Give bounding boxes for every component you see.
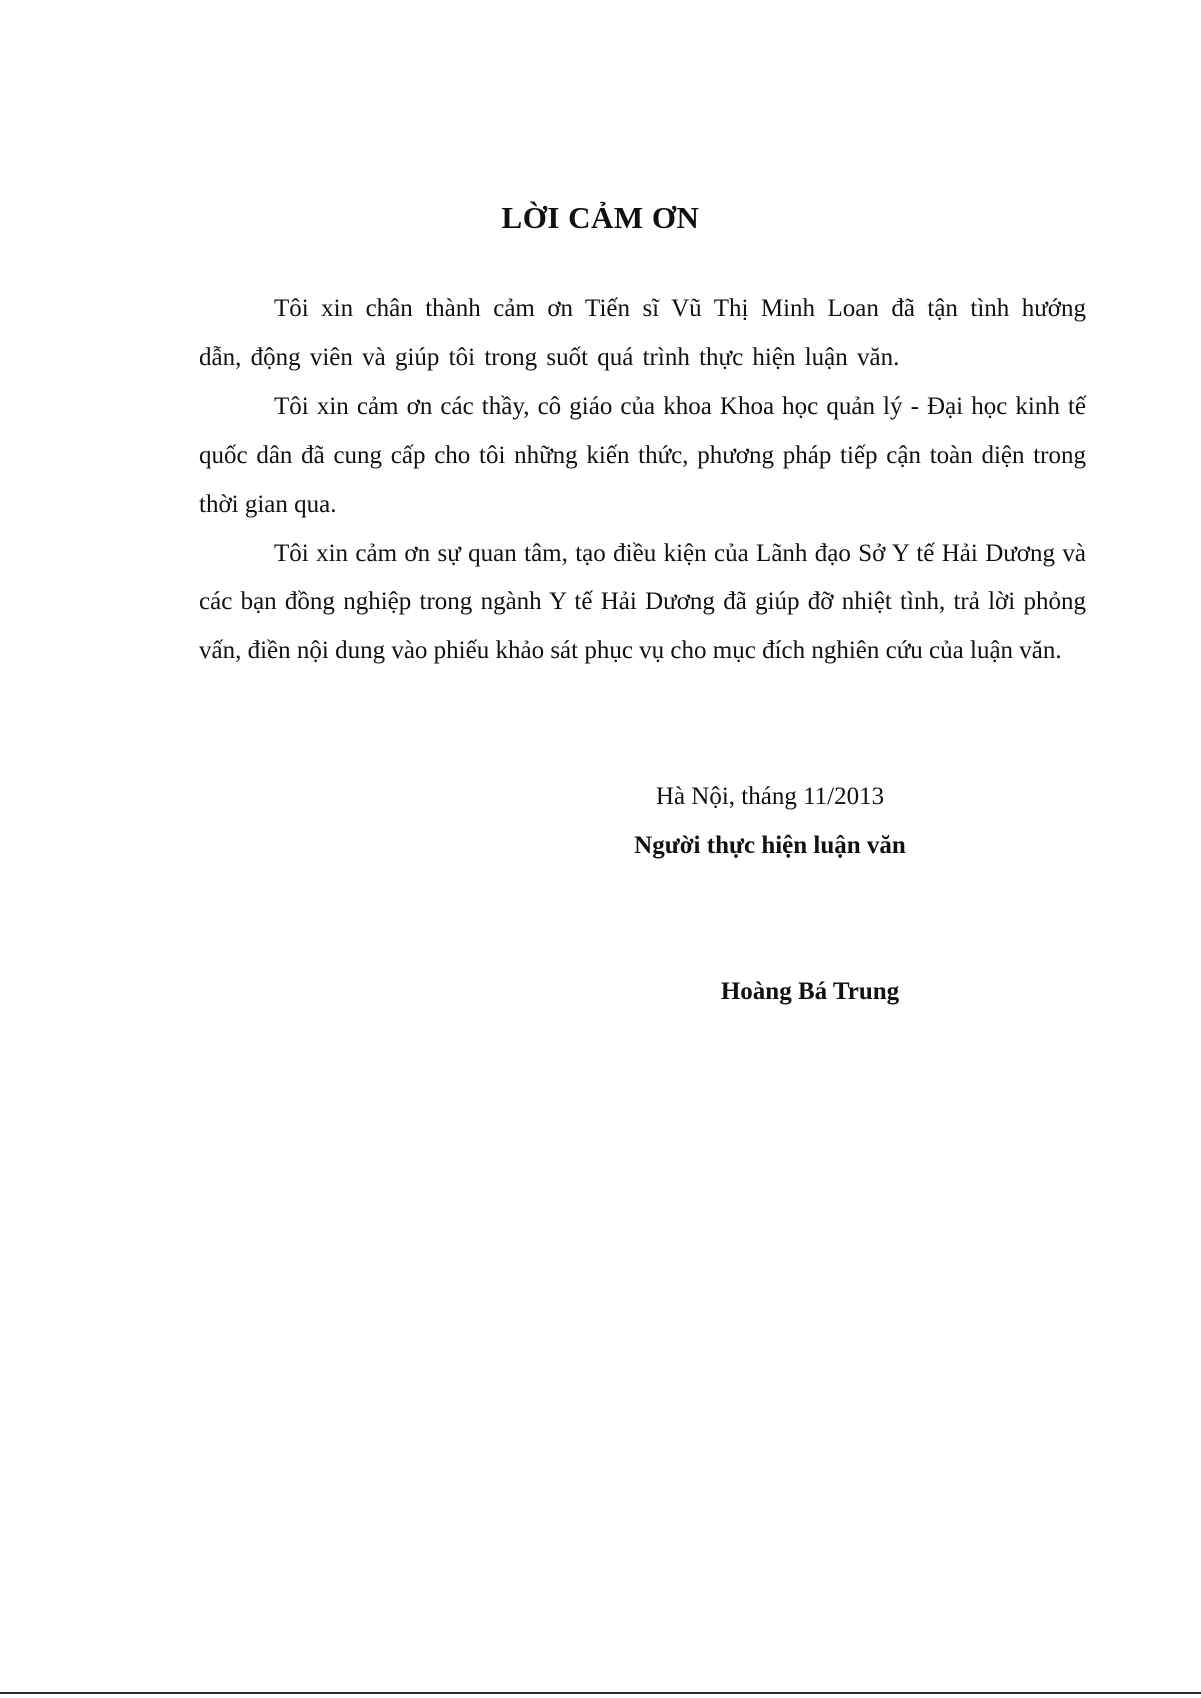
- signature-place-date: Hà Nội, tháng 11/2013: [655, 783, 885, 810]
- acknowledgement-body: [199, 285, 1086, 676]
- paragraph-1: Tôi xin chân thành cảm ơn Tiến sĩ Vũ Thị Minh Loan đã tận tình hướng dẫn, động viên và giúp tôi trong suốt quá trình thực hiện luận văn.: [199, 295, 1086, 371]
- page-title: LỜI CẢM ƠN: [501, 200, 700, 235]
- paragraph-3: Tôi xin cảm ơn sự quan tâm, tạo điều kiện của Lãnh đạo Sở Y tế Hải Dương và các bạn đồng nghiệp trong ngành Y tế Hải Dương đã giúp đỡ nhiệt tình, trả lời phỏng vấn, điền nội dung vào phiếu khảo sát phục vụ cho mục đích nghiên cứu của luận văn.: [199, 539, 1086, 665]
- signature-role: Người thực hiện luận văn: [634, 832, 906, 859]
- page-bottom-edge: [0, 1692, 1201, 1694]
- signature-name: Hoàng Bá Trung: [720, 978, 900, 1005]
- paragraph-2: Tôi xin cảm ơn các thầy, cô giáo của khoa Khoa học quản lý - Đại học kinh tế quốc dân đã cung cấp cho tôi những kiến thức, phương pháp tiếp cận toàn diện trong thời gian qua.: [199, 392, 1086, 518]
